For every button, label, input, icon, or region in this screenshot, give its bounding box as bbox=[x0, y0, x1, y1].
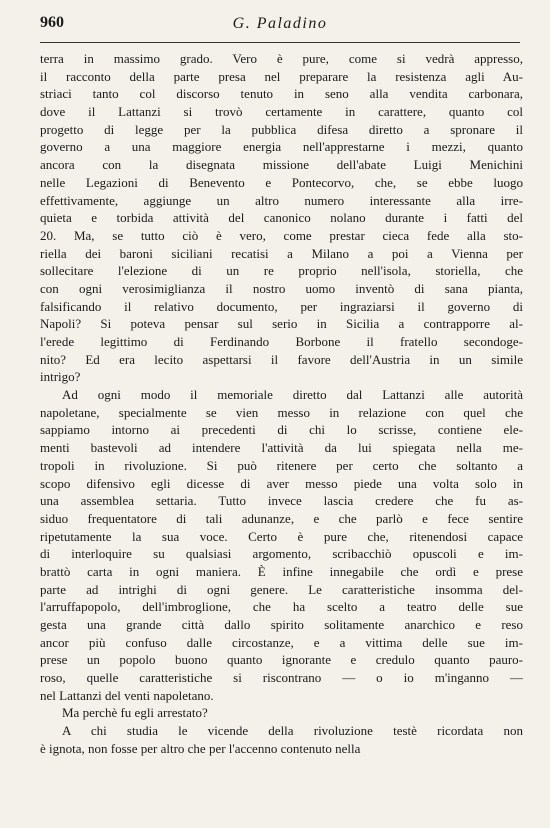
text-line: A chi studia le vicende della rivoluzione testè ricordata non bbox=[62, 723, 523, 739]
paragraph bbox=[40, 722, 523, 757]
text-line: Ad ogni modo il memoriale diretto dal Lattanzi alle autorità bbox=[62, 387, 523, 403]
text-line: l'erede legittimo di Ferdinando Borbone il fratello secondoge- bbox=[40, 334, 523, 349]
text-line: dove il Lattanzi si trovò certamente in carattere, quanto col bbox=[40, 104, 523, 120]
text-line: nito? Ed era lecito aspettarsi il favore dell'Austria in un simile bbox=[40, 351, 523, 367]
text-line: effettivamente, aggiunge un altro numero interessante alla irre- bbox=[40, 192, 523, 208]
text-line: il racconto della parte presa nel preparare la resistenza agli Au- bbox=[40, 68, 523, 84]
text-line: è ignota, non fosse per altro che per l'accenno contenuto nella bbox=[40, 740, 361, 756]
text-line: riella dei baroni siciliani recatisi a Milano a poi a Vienna per bbox=[40, 245, 523, 261]
text-line: ancor più confuso dalle circostanze, e a vittima delle sue im- bbox=[40, 634, 523, 650]
paragraph bbox=[40, 386, 523, 704]
paragraph bbox=[40, 50, 523, 386]
text-line: di interloquire su qualsiasi argomento, scribacchiò opuscoli e im- bbox=[40, 546, 523, 562]
text-line: Napoli? Si poteva pensar sul serio in Sicilia a contrapporre al- bbox=[40, 316, 523, 332]
text-line: scopo difensivo egli dicesse di aver messo piede una volta solo in bbox=[40, 475, 523, 491]
text-line: brattò carta in ogni maniera. È infine innegabile che ordì e prese bbox=[40, 563, 523, 579]
text-line: quieta e torbida attività del canonico nolano durante i fatti del bbox=[40, 210, 523, 226]
text-line: Ma perchè fu egli arrestato? bbox=[62, 705, 208, 721]
text-line: sollecitare l'elezione di un re proprio nell'isola, storiella, che bbox=[40, 263, 523, 279]
text-line: siduo frequentatore di tali adunanze, e che parlò e fece sentire bbox=[40, 510, 523, 526]
text-line: menti bastevoli ad intendere l'attività da lui spiegata nella me- bbox=[40, 440, 523, 456]
paragraph bbox=[40, 704, 523, 722]
text-line: nelle Legazioni di Benevento e Pontecorvo, che, se ebbe luogo bbox=[40, 174, 523, 190]
text-line: governo a una maggiore energia nell'apprestarne i mezzi, quanto bbox=[40, 139, 523, 155]
text-line: tropoli in rivoluzione. Si può ritenere per certo che soltanto a bbox=[40, 457, 523, 473]
text-line: roso, quelle caratteristiche si riscontrano — o io m'inganno — bbox=[40, 670, 523, 686]
text-line: falsificando il relativo documento, per ingraziarsi il governo di bbox=[40, 298, 523, 314]
text-line: ripetutamente la sua voce. Certo è pure che, ritenendosi capace bbox=[40, 528, 523, 544]
text-line: ancora con la disegnata missione dell'abate Luigi Menichini bbox=[40, 157, 523, 173]
running-head: G. Paladino bbox=[232, 15, 328, 32]
text-line: nel Lattanzi del venti napoletano. bbox=[40, 687, 214, 703]
text-line: con ogni verosimiglianza il nostro uomo inventò di sana pianta, bbox=[40, 280, 523, 296]
text-line: parte ad intrighi di ogni genere. Le caratteristiche insomma del- bbox=[40, 581, 523, 597]
text-line: l'arruffapopolo, dell'imbroglione, che ha scelto a teatro delle sue bbox=[40, 599, 523, 615]
page-number: 960 bbox=[40, 14, 64, 31]
text-line: progetto di legge per la pubblica difesa diretto a spronare il bbox=[40, 121, 523, 137]
text-line: una assemblea settaria. Tutto invece lascia credere che fu as- bbox=[40, 493, 523, 509]
page-header bbox=[40, 14, 520, 43]
text-line: prese un popolo buono quanto ignorante e credulo quanto pauro- bbox=[40, 652, 523, 668]
body-text bbox=[40, 50, 523, 758]
text-line: terra in massimo grado. Vero è pure, come si vedrà appresso, bbox=[40, 51, 523, 66]
text-line: intrigo? bbox=[40, 369, 81, 385]
text-line: gesta una grande città dallo spirito solitamente anarchico e reso bbox=[40, 617, 523, 632]
text-line: napoletane, specialmente se vien messo in relazione con quel che bbox=[40, 404, 523, 420]
text-line: striaci tanto col discorso tenuto in seno alla vendita carbonara, bbox=[40, 86, 523, 102]
text-line: sappiamo intorno ai precedenti di chi lo scrisse, contiene ele- bbox=[40, 422, 523, 438]
text-line: 20. Ma, se tutto ciò è vero, come prestar cieca fede alla sto- bbox=[40, 227, 523, 243]
